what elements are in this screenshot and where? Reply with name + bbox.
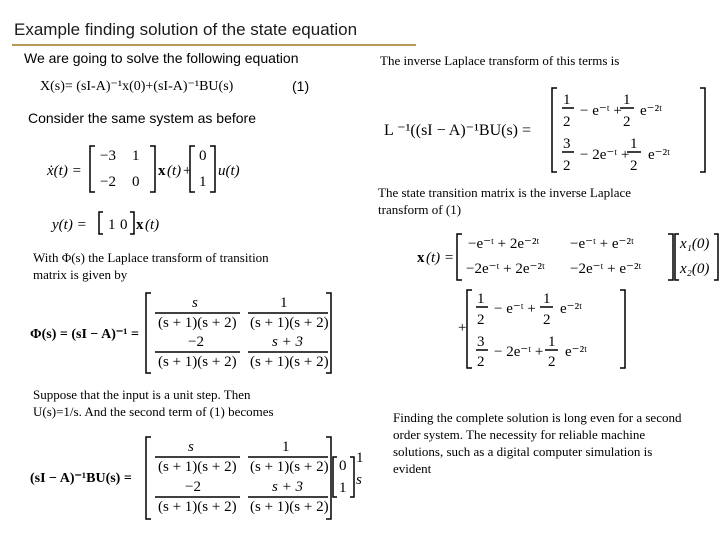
svg-text:2: 2 [563, 114, 571, 130]
svg-text:0: 0 [199, 148, 207, 164]
conclusion-text: Finding the complete solution is long even for a second order system. The necessity for reliable machine solutions, such as a digital computer simulation is evident [393, 410, 682, 476]
state-equation: X(s)= (sI-A)⁻¹x(0)+(sI-A)⁻¹BU(s) [40, 79, 234, 94]
svg-text:1: 1 [477, 291, 485, 307]
svg-text:e⁻²ᵗ: e⁻²ᵗ [648, 147, 670, 163]
svg-text:1: 1 [630, 136, 638, 152]
svg-text:0: 0 [132, 174, 140, 190]
svg-text:x₁(0): x₁(0) [680, 236, 710, 252]
svg-text:1: 1 [548, 334, 556, 350]
svg-text:1: 1 [543, 291, 551, 307]
svg-text:x: x [136, 217, 144, 233]
svg-text:(s + 1)(s + 2): (s + 1)(s + 2) [250, 499, 329, 515]
svg-text:1: 1 [563, 92, 571, 108]
svg-text:ẋ(t) =: ẋ(t) = [47, 163, 82, 179]
svg-text:(s + 1)(s + 2): (s + 1)(s + 2) [158, 459, 237, 475]
inverse-laplace-text: The inverse Laplace transform of this terms is [380, 53, 620, 68]
svg-text:(t): (t) [145, 217, 160, 233]
svg-text:s: s [188, 439, 194, 455]
svg-text:s: s [192, 295, 198, 311]
svg-text:e⁻²ᵗ: e⁻²ᵗ [565, 344, 587, 360]
svg-text:1: 1 [356, 450, 364, 466]
svg-text:(s + 1)(s + 2): (s + 1)(s + 2) [158, 354, 237, 370]
svg-text:2: 2 [477, 354, 485, 370]
svg-text:(s + 1)(s + 2): (s + 1)(s + 2) [158, 499, 237, 515]
svg-text:2: 2 [543, 312, 551, 328]
svg-text:−e⁻ᵗ + e⁻²ᵗ: −e⁻ᵗ + e⁻²ᵗ [570, 236, 634, 252]
svg-text:3: 3 [563, 136, 571, 152]
svg-text:−3: −3 [100, 148, 116, 164]
svg-text:−2e⁻ᵗ + 2e⁻²ᵗ: −2e⁻ᵗ + 2e⁻²ᵗ [466, 261, 545, 277]
svg-text:+: + [458, 320, 467, 336]
svg-text:3: 3 [477, 334, 485, 350]
svg-text:2: 2 [563, 158, 571, 174]
svg-text:s + 3: s + 3 [272, 334, 303, 350]
svg-text:− 2e⁻ᵗ +: − 2e⁻ᵗ + [494, 344, 544, 360]
svg-text:0: 0 [120, 217, 128, 233]
svg-text:L ⁻¹((sI − A)⁻¹BU(s) =: L ⁻¹((sI − A)⁻¹BU(s) = [384, 122, 532, 139]
svg-text:1: 1 [282, 439, 290, 455]
svg-text:(s + 1)(s + 2): (s + 1)(s + 2) [250, 315, 329, 331]
intro-text: We are going to solve the following equation [24, 50, 299, 66]
svg-text:2: 2 [477, 312, 485, 328]
svg-text:2: 2 [630, 158, 638, 174]
svg-text:1: 1 [108, 217, 116, 233]
svg-text:x: x [417, 250, 425, 266]
svg-text:−2e⁻ᵗ + e⁻²ᵗ: −2e⁻ᵗ + e⁻²ᵗ [570, 261, 642, 277]
transition-matrix-text: The state transition matrix is the inverse Laplace transform of (1) [378, 185, 632, 217]
svg-text:y(t) =: y(t) = [52, 217, 87, 233]
svg-text:−2: −2 [185, 479, 201, 495]
equation-number: (1) [292, 78, 310, 94]
svg-text:−2: −2 [100, 174, 116, 190]
svg-text:Φ(s) = (sI − A)⁻¹ =: Φ(s) = (sI − A)⁻¹ = [30, 327, 139, 342]
svg-text:+: + [183, 163, 192, 179]
svg-text:x₂(0): x₂(0) [680, 261, 710, 277]
phi-description: With Φ(s) the Laplace transform of transition matrix is given by [33, 250, 269, 282]
svg-text:(s + 1)(s + 2): (s + 1)(s + 2) [250, 354, 329, 370]
svg-text:u(t): u(t) [218, 163, 240, 179]
svg-text:− e⁻ᵗ +: − e⁻ᵗ + [494, 301, 536, 317]
slide-title: Example finding solution of the state equation [14, 20, 358, 39]
svg-text:2: 2 [548, 354, 556, 370]
svg-text:1: 1 [339, 480, 347, 496]
svg-text:0: 0 [339, 458, 347, 474]
svg-text:s: s [356, 472, 362, 488]
svg-text:1: 1 [623, 92, 631, 108]
svg-text:1: 1 [132, 148, 140, 164]
svg-text:1: 1 [280, 295, 288, 311]
svg-text:e⁻²ᵗ: e⁻²ᵗ [560, 301, 582, 317]
unit-step-text: Suppose that the input is a unit step. Then U(s)=1/s. And the second term of (1) becomes [33, 387, 274, 419]
svg-text:(t) =: (t) = [426, 250, 455, 266]
svg-text:−2: −2 [188, 334, 204, 350]
svg-text:2: 2 [623, 114, 631, 130]
svg-text:x: x [158, 163, 166, 179]
svg-text:−e⁻ᵗ + 2e⁻²ᵗ: −e⁻ᵗ + 2e⁻²ᵗ [468, 236, 540, 252]
svg-text:− 2e⁻ᵗ +: − 2e⁻ᵗ + [580, 147, 630, 163]
svg-text:e⁻²ᵗ: e⁻²ᵗ [640, 103, 662, 119]
svg-text:(s + 1)(s + 2): (s + 1)(s + 2) [250, 459, 329, 475]
svg-text:(t): (t) [167, 163, 182, 179]
svg-text:1: 1 [199, 174, 207, 190]
svg-text:− e⁻ᵗ +: − e⁻ᵗ + [580, 103, 622, 119]
svg-text:(s + 1)(s + 2): (s + 1)(s + 2) [158, 315, 237, 331]
svg-text:(sI − A)⁻¹BU(s) =: (sI − A)⁻¹BU(s) = [30, 471, 132, 486]
same-system-text: Consider the same system as before [28, 110, 256, 126]
svg-text:s + 3: s + 3 [272, 479, 303, 495]
